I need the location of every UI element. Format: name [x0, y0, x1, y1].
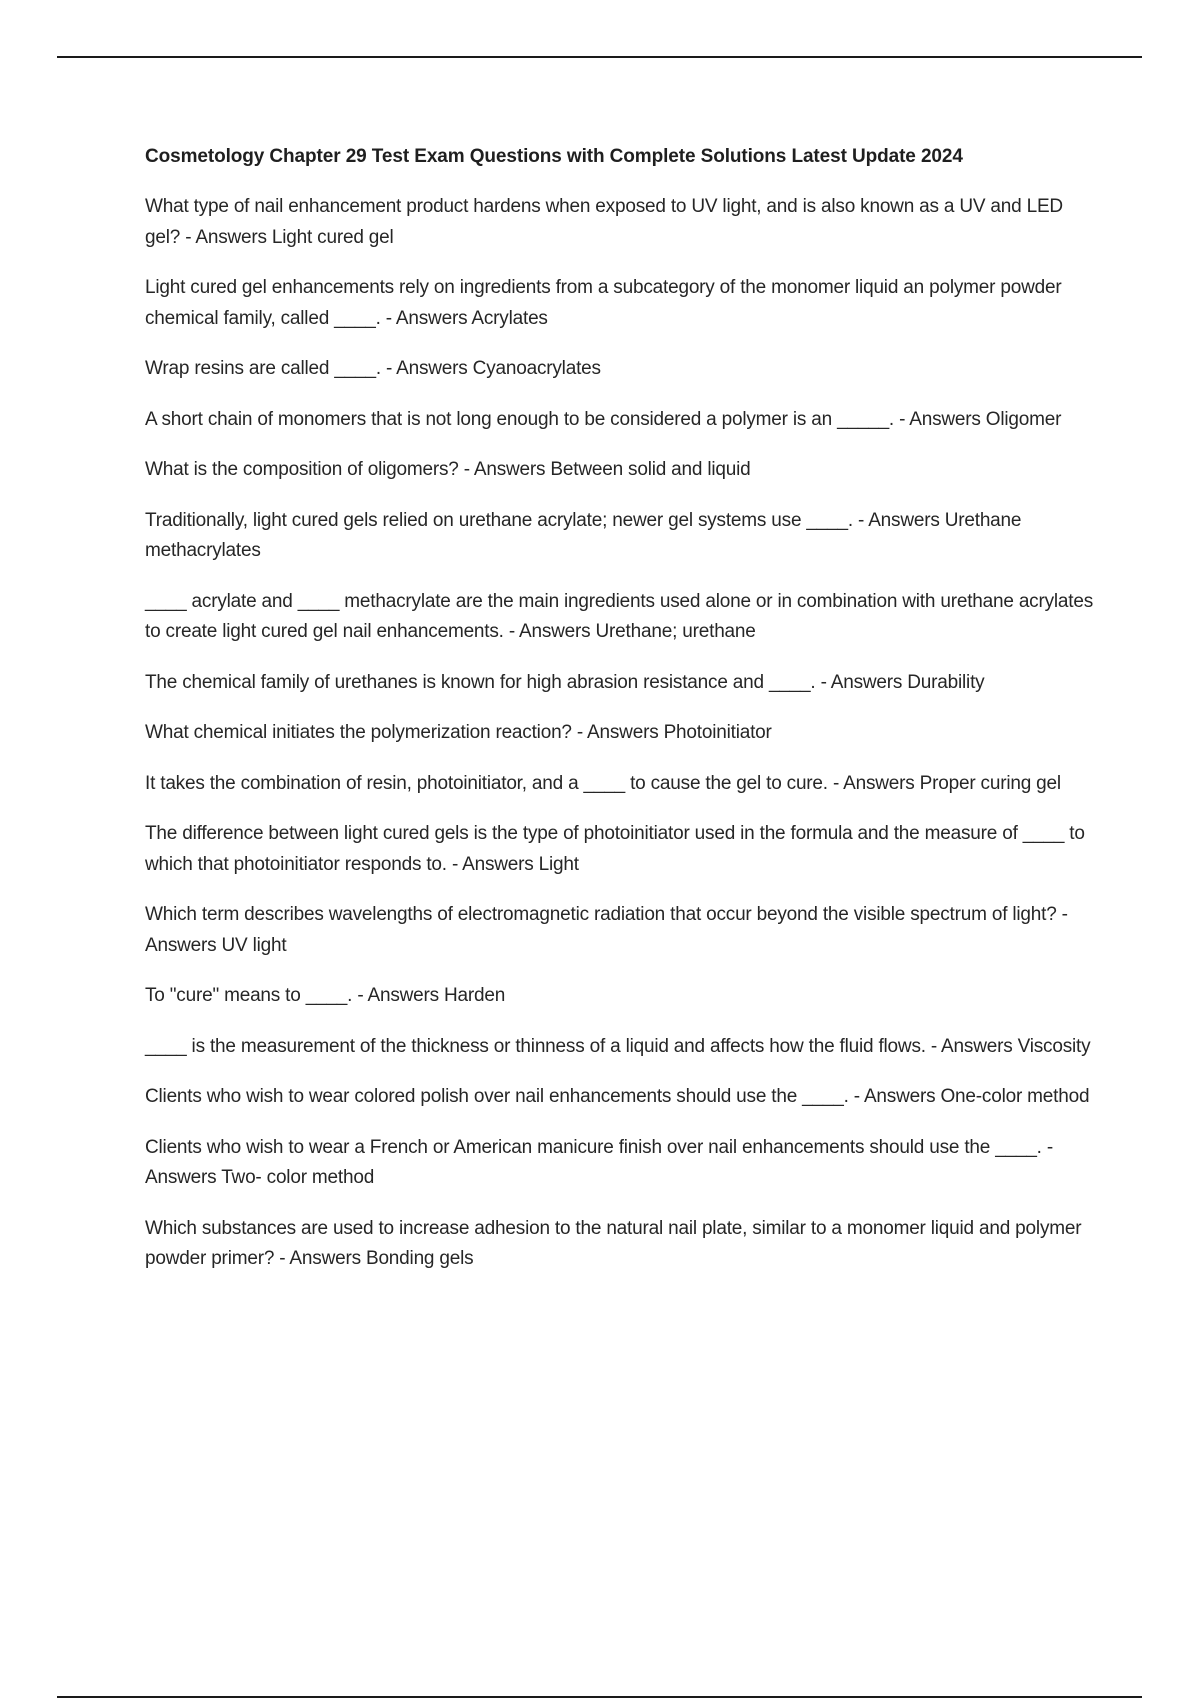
qa-item: What is the composition of oligomers? - Answers Between solid and liquid [145, 459, 751, 480]
qa-item: To "cure" means to ____. - Answers Harden [145, 985, 506, 1006]
qa-item: What type of nail enhancement product hardens when exposed to UV light, and is also known as a UV and LED gel? - Answers Light cured gel [145, 196, 1063, 248]
qa-item: Clients who wish to wear colored polish over nail enhancements should use the ____. - Answers One-color method [145, 1086, 1090, 1107]
qa-item: It takes the combination of resin, photoinitiator, and a ____ to cause the gel to cure. - Answers Proper curing gel [145, 772, 1061, 794]
document-title: Cosmetology Chapter 29 Test Exam Questions with Complete Solutions Latest Update 2024 [145, 146, 963, 167]
document-body [145, 142, 1095, 1295]
qa-item: ____ acrylate and ____ methacrylate are the main ingredients used alone or in combination with urethane acrylates to create light cured gel nail enhancements. - Answers Urethane; urethane [145, 590, 1094, 642]
qa-item: Which term describes wavelengths of electromagnetic radiation that occur beyond the visible spectrum of light? - Answers UV light [145, 904, 1068, 956]
qa-item: The chemical family of urethanes is known for high abrasion resistance and ____. - Answers Durability [145, 671, 985, 693]
qa-item: Clients who wish to wear a French or American manicure finish over nail enhancements should use the ____. - Answers Two- color method [145, 1136, 1053, 1188]
qa-item: Light cured gel enhancements rely on ingredients from a subcategory of the monomer liquid an polymer powder chemical family, called ____. - Answers Acrylates [145, 277, 1062, 329]
qa-item: A short chain of monomers that is not long enough to be considered a polymer is an _____. - Answers Oligomer [145, 408, 1062, 430]
qa-item: Wrap resins are called ____. - Answers Cyanoacrylates [145, 358, 601, 379]
qa-item: The difference between light cured gels is the type of photoinitiator used in the formula and the measure of ____ to which that photoinitiator responds to. - Answers Light [145, 823, 1085, 875]
top-divider [57, 56, 1142, 58]
qa-item: Which substances are used to increase adhesion to the natural nail plate, similar to a monomer liquid and polymer powder primer? - Answers Bonding gels [145, 1217, 1082, 1269]
bottom-divider [57, 1696, 1142, 1698]
qa-item: Traditionally, light cured gels relied on urethane acrylate; newer gel systems use ____. - Answers Urethane methacrylates [145, 509, 1022, 561]
qa-item: What chemical initiates the polymerization reaction? - Answers Photoinitiator [145, 722, 772, 743]
qa-item: ____ is the measurement of the thickness or thinness of a liquid and affects how the fluid flows. - Answers Viscosity [145, 1035, 1091, 1057]
